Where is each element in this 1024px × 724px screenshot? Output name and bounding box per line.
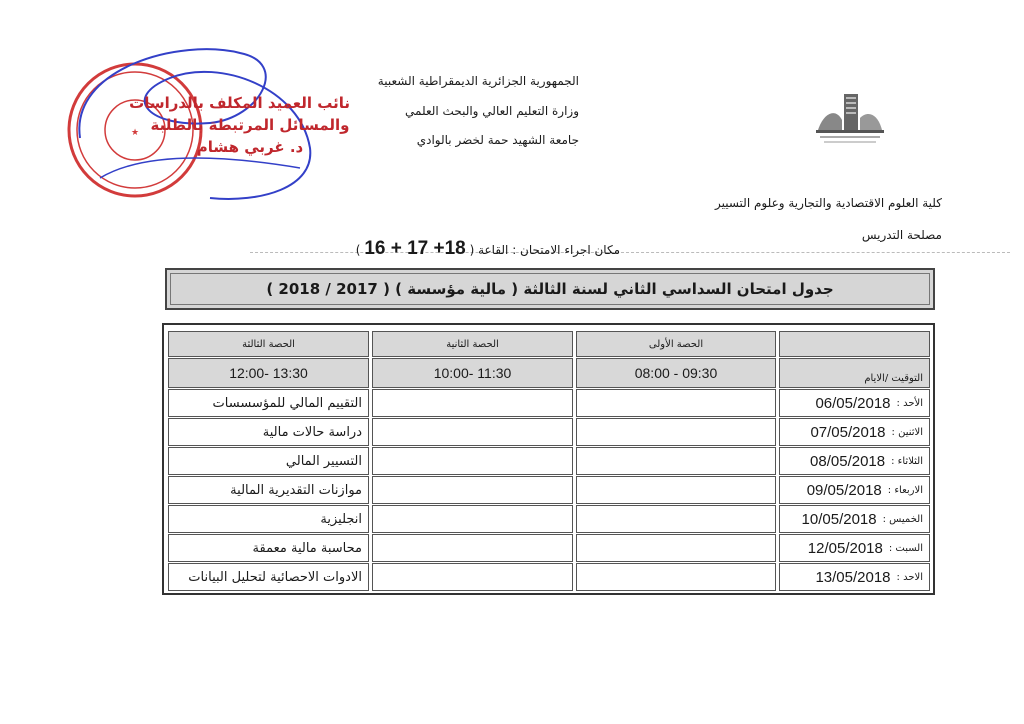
university-logo (810, 88, 890, 150)
session-2-time: 10:00- 11:30 (372, 358, 573, 388)
session-1-cell (576, 505, 776, 533)
session-1-cell (576, 476, 776, 504)
faculty-name: كلية العلوم الاقتصادية والتجارية وعلوم التسيير (714, 196, 942, 210)
session-3-cell: موازنات التقديرية المالية (168, 476, 369, 504)
venue-rooms: 16 + 17 +18 (364, 238, 466, 259)
schedule-title: جدول امتحان السداسي الثاني لسنة الثالثة ( مالية مؤسسة ) ( 2017 / 2018 ) (266, 280, 834, 298)
day-cell (779, 534, 930, 562)
session-1-cell (576, 563, 776, 591)
session-3-header: الحصة الثالثة (168, 331, 369, 357)
signature-line-2: والمسائل المرتبطة بالطلبة (150, 116, 350, 134)
venue-close: ) (355, 243, 361, 257)
session-3-cell: محاسبة مالية معمقة (168, 534, 369, 562)
session-3-cell: التسيير المالي (168, 447, 369, 475)
exam-venue (330, 238, 620, 260)
day-date: 12/05/2018 (807, 539, 883, 557)
day-date: 09/05/2018 (806, 481, 882, 499)
day-name: الثلاثاء : (891, 455, 923, 467)
session-1-cell (576, 534, 776, 562)
day-date: 06/05/2018 (815, 394, 891, 412)
service-name: مصلحة التدريس (861, 228, 942, 242)
session-1-cell (576, 418, 776, 446)
day-name: الاثنين : (891, 426, 923, 438)
session-3-cell: انجليزية (168, 505, 369, 533)
day-cell (779, 389, 930, 417)
session-3-cell: الادوات الاحصائية لتحليل البيانات (168, 563, 369, 591)
day-name: الخميس : (882, 513, 923, 525)
session-2-cell (372, 534, 573, 562)
day-cell (779, 476, 930, 504)
session-2-header: الحصة الثانية (372, 331, 573, 357)
session-2-cell (372, 447, 573, 475)
day-name: الأحد : (896, 397, 923, 409)
day-date: 10/05/2018 (801, 510, 877, 528)
day-name: الاربعاء : (887, 484, 923, 496)
session-2-cell (372, 418, 573, 446)
session-3-time: 12:00- 13:30 (168, 358, 369, 388)
session-1-cell (576, 447, 776, 475)
signature-line-3: د. غربي هشام (196, 138, 304, 156)
day-date: 08/05/2018 (810, 452, 886, 470)
signature-block (129, 92, 350, 158)
day-name: الاحد : (896, 571, 923, 583)
session-1-header: الحصة الأولى (576, 331, 776, 357)
session-2-cell (372, 476, 573, 504)
header-republic: الجمهورية الجزائرية الديمقراطية الشعبية (377, 74, 579, 88)
header-university: جامعة الشهيد حمة لخضر بالوادي (416, 133, 579, 147)
day-date: 07/05/2018 (810, 423, 886, 441)
day-cell (779, 563, 930, 591)
session-3-cell: دراسة حالات مالية (168, 418, 369, 446)
session-2-cell (372, 389, 573, 417)
day-cell (779, 505, 930, 533)
session-3-cell: التقييم المالي للمؤسسسات (168, 389, 369, 417)
session-2-cell (372, 563, 573, 591)
venue-label: مكان اجراء الامتحان : القاعة ( (469, 243, 620, 257)
corner-header-top (779, 331, 930, 357)
header-ministry: وزارة التعليم العالي والبحث العلمي (405, 104, 579, 118)
day-cell (779, 447, 930, 475)
day-name: السبت : (888, 542, 923, 554)
exam-schedule-table (162, 323, 935, 595)
svg-text:★: ★ (130, 128, 140, 138)
session-1-cell (576, 389, 776, 417)
day-date: 13/05/2018 (815, 568, 891, 586)
corner-header-label: التوقيت /الايام (779, 358, 930, 388)
schedule-title-box (165, 268, 935, 310)
day-cell (779, 418, 930, 446)
session-2-cell (372, 505, 573, 533)
signature-line-1: نائب العميد المكلف بالدراسات (129, 94, 350, 112)
session-1-time: 08:00 - 09:30 (576, 358, 776, 388)
